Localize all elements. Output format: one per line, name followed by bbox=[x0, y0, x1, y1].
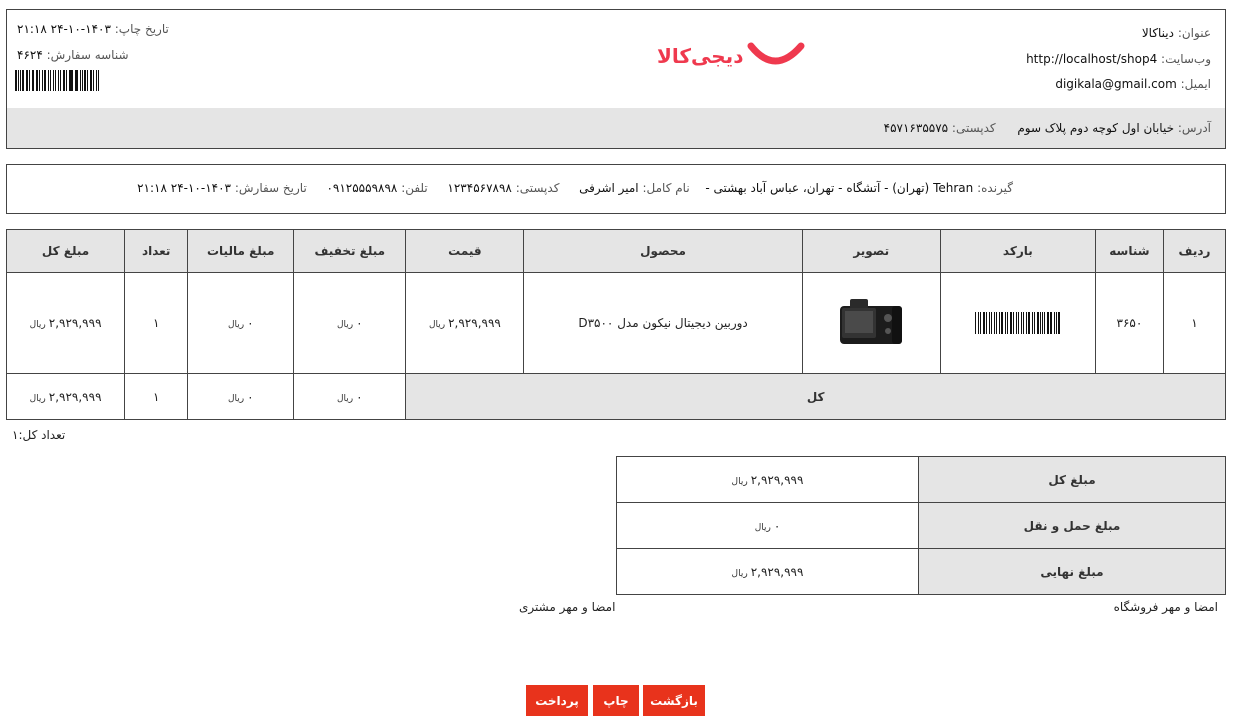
barcode-bar bbox=[63, 70, 65, 91]
cell-product: دوربین دیجیتال نیکون مدل D۳۵۰۰ bbox=[524, 273, 802, 374]
barcode-bar bbox=[48, 70, 49, 91]
col-header-discount: مبلغ تخفیف bbox=[294, 230, 406, 273]
barcode-bar bbox=[978, 312, 979, 334]
product-barcode bbox=[975, 312, 1061, 334]
summary-value: ۲,۹۲۹,۹۹۹ریال bbox=[617, 549, 919, 595]
summary-row bbox=[617, 457, 1226, 503]
summary-row bbox=[617, 549, 1226, 595]
summary-value: ۲,۹۲۹,۹۹۹ریال bbox=[617, 457, 919, 503]
total-label: کل bbox=[406, 374, 1226, 420]
items-table bbox=[6, 229, 1226, 420]
barcode-bar bbox=[1001, 312, 1003, 334]
store-address: آدرس: خیابان اول کوچه دوم پلاک سوم کدپستی: ۴۵۷۱۶۳۵۵۷۵ bbox=[883, 121, 1211, 135]
invoice-header bbox=[6, 9, 1226, 149]
barcode-bar bbox=[58, 70, 59, 91]
table-row bbox=[7, 273, 1226, 374]
summary-value: ۰ریال bbox=[617, 503, 919, 549]
cell-id: ۳۶۵۰ bbox=[1095, 273, 1163, 374]
barcode-bar bbox=[36, 70, 38, 91]
col-header-image: تصویر bbox=[802, 230, 940, 273]
barcode-bar bbox=[26, 70, 28, 91]
barcode-bar bbox=[20, 70, 21, 91]
cell-row-index: ۱ bbox=[1163, 273, 1225, 374]
barcode-bar bbox=[18, 70, 19, 91]
barcode-bar bbox=[1026, 312, 1027, 334]
barcode-bar bbox=[1023, 312, 1024, 334]
barcode-bar bbox=[989, 312, 991, 334]
barcode-bar bbox=[93, 70, 94, 91]
print-button[interactable]: چاپ bbox=[593, 685, 639, 716]
barcode-bar bbox=[80, 70, 81, 91]
barcode-bar bbox=[986, 312, 987, 334]
col-header-total: مبلغ کل bbox=[7, 230, 125, 273]
summary-table bbox=[616, 456, 1226, 595]
barcode-bar bbox=[991, 312, 992, 334]
barcode-bar bbox=[53, 70, 55, 91]
summary-label: مبلغ حمل و نقل bbox=[919, 503, 1226, 549]
barcode-bar bbox=[1032, 312, 1033, 334]
barcode-bar bbox=[1054, 312, 1055, 334]
camera-icon bbox=[836, 294, 906, 350]
barcode-bar bbox=[55, 70, 56, 91]
barcode-bar bbox=[69, 70, 70, 91]
barcode-bar bbox=[1042, 312, 1043, 334]
order-id: شناسه سفارش: ۴۶۲۴ bbox=[17, 48, 129, 62]
cell-tax: ۰ریال bbox=[188, 273, 294, 374]
barcode-bar bbox=[33, 70, 34, 91]
barcode-bar bbox=[70, 70, 72, 91]
barcode-bar bbox=[1010, 312, 1012, 334]
barcode-bar bbox=[87, 70, 88, 91]
cell-discount: ۰ریال bbox=[294, 273, 406, 374]
brand-logo: دیجی‌کالا bbox=[655, 40, 805, 72]
barcode-bar bbox=[994, 312, 995, 334]
store-title: عنوان: دیناکالا bbox=[1141, 26, 1211, 40]
barcode-bar bbox=[82, 70, 83, 91]
barcode-bar bbox=[29, 70, 30, 91]
barcode-bar bbox=[1021, 312, 1023, 334]
barcode-bar bbox=[1007, 312, 1008, 334]
store-signature-label: امضا و مهر فروشگاه bbox=[1113, 600, 1218, 614]
barcode-bar bbox=[975, 312, 977, 334]
barcode-bar bbox=[66, 70, 67, 91]
recipient-box bbox=[6, 164, 1226, 214]
barcode-bar bbox=[96, 70, 97, 91]
barcode-bar bbox=[44, 70, 46, 91]
barcode-bar bbox=[1034, 312, 1036, 334]
barcode-bar bbox=[42, 70, 43, 91]
cell-image bbox=[802, 273, 940, 374]
col-header-row-index: ردیف bbox=[1163, 230, 1225, 273]
col-header-id: شناسه bbox=[1095, 230, 1163, 273]
barcode-bar bbox=[1013, 312, 1015, 334]
summary-label: مبلغ کل bbox=[919, 457, 1226, 503]
barcode-bar bbox=[1005, 312, 1006, 334]
print-date: تاریخ چاپ: ۱۴۰۳-۱۰-۲۴ ۲۱:۱۸ bbox=[17, 22, 169, 36]
barcode-bar bbox=[75, 70, 76, 91]
barcode-bar bbox=[32, 70, 33, 91]
order-barcode bbox=[15, 70, 101, 91]
col-header-barcode: بارکد bbox=[940, 230, 1095, 273]
barcode-bar bbox=[996, 312, 998, 334]
barcode-bar bbox=[90, 70, 92, 91]
barcode-bar bbox=[1044, 312, 1045, 334]
barcode-bar bbox=[1028, 312, 1030, 334]
total-discount: ۰ریال bbox=[294, 374, 406, 420]
col-header-product: محصول bbox=[524, 230, 802, 273]
summary-label: مبلغ نهایی bbox=[919, 549, 1226, 595]
barcode-bar bbox=[980, 312, 981, 334]
total-amount: ۲,۹۲۹,۹۹۹ریال bbox=[7, 374, 125, 420]
customer-signature-label: امضا و مهر مشتری bbox=[519, 600, 616, 614]
barcode-bar bbox=[999, 312, 1000, 334]
barcode-bar bbox=[1047, 312, 1049, 334]
barcode-bar bbox=[1058, 312, 1060, 334]
barcode-bar bbox=[1050, 312, 1052, 334]
col-header-price: قیمت bbox=[406, 230, 524, 273]
barcode-bar bbox=[1018, 312, 1019, 334]
barcode-bar bbox=[1037, 312, 1039, 334]
pay-button[interactable]: پرداخت bbox=[526, 685, 588, 716]
barcode-bar bbox=[50, 70, 51, 91]
barcode-bar bbox=[60, 70, 62, 91]
cell-qty: ۱ bbox=[125, 273, 188, 374]
recipient-line: گیرنده: Tehran (تهران) - آتشگاه - تهران، عباس آباد بهشتی - نام کامل: امیر اشرفی کدپستی: ۱۲۳۴۵۶۷۸۹۸ تلفن: ۰۹۱۲۵۵۵۹۸۹۸ تاریخ سفارش: ۱۴۰۳-۱۰-۲۴ ۲۱:۱۸ bbox=[137, 181, 1013, 195]
barcode-bar bbox=[1056, 312, 1057, 334]
total-tax: ۰ریال bbox=[188, 374, 294, 420]
barcode-bar bbox=[76, 70, 78, 91]
barcode-bar bbox=[1040, 312, 1041, 334]
store-website: وب‌سایت: http://localhost/shop4 bbox=[1026, 52, 1211, 66]
col-header-qty: تعداد bbox=[125, 230, 188, 273]
barcode-bar bbox=[98, 70, 100, 91]
summary-row bbox=[617, 503, 1226, 549]
cell-barcode bbox=[940, 273, 1095, 374]
total-count: تعداد کل:۱ bbox=[12, 428, 66, 442]
barcode-bar bbox=[15, 70, 17, 91]
col-header-tax: مبلغ مالیات bbox=[188, 230, 294, 273]
table-header-row bbox=[7, 230, 1226, 273]
barcode-bar bbox=[39, 70, 41, 91]
back-button[interactable]: بازگشت bbox=[643, 685, 705, 716]
cell-price: ۲,۹۲۹,۹۹۹ریال bbox=[406, 273, 524, 374]
barcode-bar bbox=[84, 70, 86, 91]
cell-total: ۲,۹۲۹,۹۹۹ریال bbox=[7, 273, 125, 374]
barcode-bar bbox=[1016, 312, 1017, 334]
total-qty: ۱ bbox=[125, 374, 188, 420]
barcode-bar bbox=[983, 312, 985, 334]
table-total-row bbox=[7, 374, 1226, 420]
barcode-bar bbox=[22, 70, 24, 91]
store-email: ایمیل: digikala@gmail.com bbox=[1055, 77, 1211, 91]
